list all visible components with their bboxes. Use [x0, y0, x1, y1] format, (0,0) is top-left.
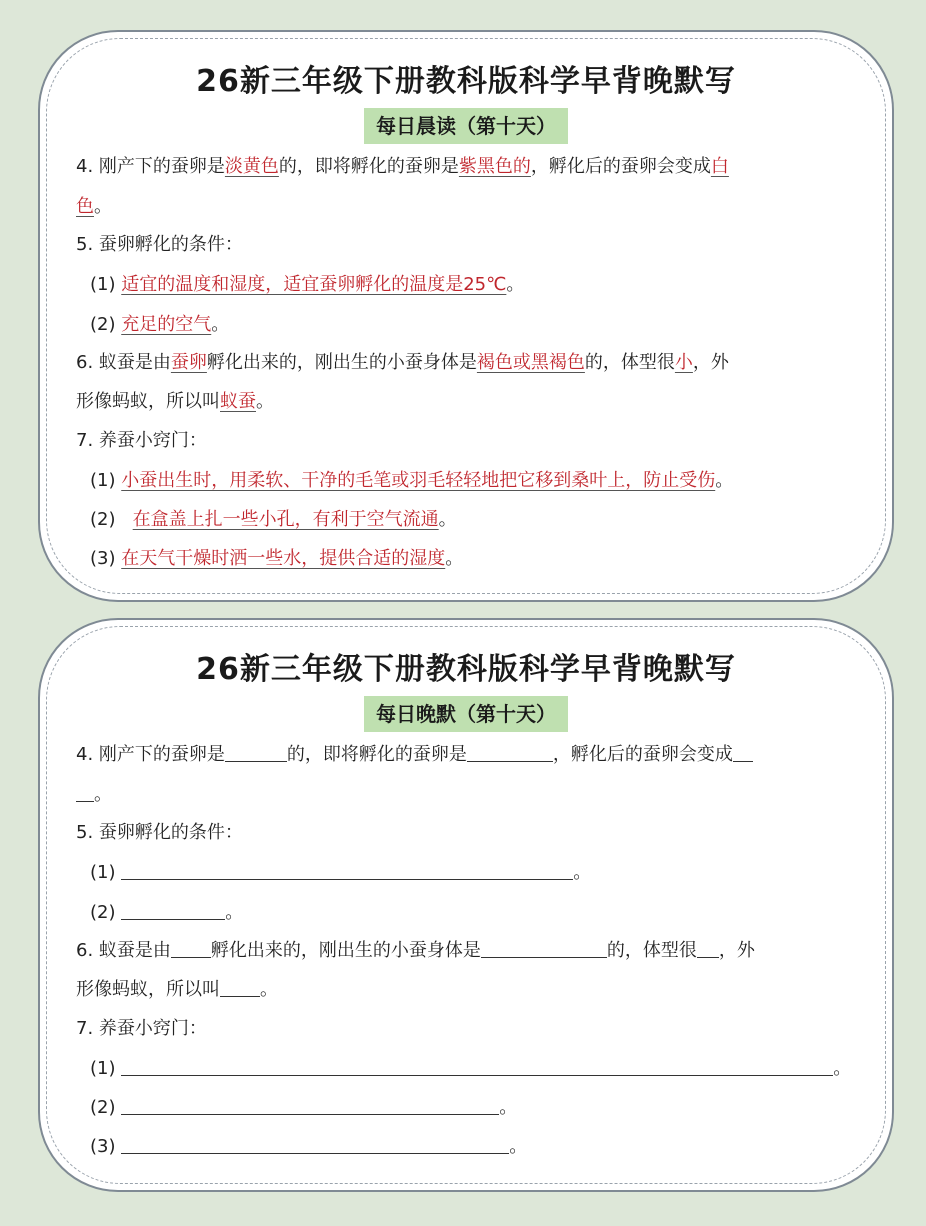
- question-4-cont: 色。: [76, 196, 112, 217]
- question-5-item-1: (1) 。: [90, 862, 592, 883]
- worksheet-title: 26新三年级下册教科版科学早背晚默写: [196, 652, 736, 687]
- question-5: 5. 蚕卵孵化的条件：: [76, 234, 243, 255]
- question-6-cont: 形像蚂蚁，所以叫 。: [76, 979, 278, 1000]
- section-badge: 每日晨读（第十天）: [364, 108, 568, 144]
- question-4-cont: 。: [76, 782, 872, 808]
- answer-blank[interactable]: [121, 1096, 499, 1115]
- question-4: 4. 刚产下的蚕卵是 的，即将孵化的蚕卵是 ，孵化后的蚕卵会变成: [76, 742, 872, 768]
- question-6-cont: 形像蚂蚁，所以叫蚁蚕。: [76, 391, 274, 412]
- morning-reading-card: [38, 30, 894, 602]
- question-7-item-3: (3) 。: [90, 1136, 528, 1157]
- worksheet-title: 26新三年级下册教科版科学早背晚默写: [196, 64, 736, 99]
- question-7: 7. 养蚕小窍门：: [76, 1018, 207, 1039]
- answer-blank[interactable]: [76, 783, 94, 802]
- answer-blank[interactable]: [121, 901, 225, 920]
- answer-blank[interactable]: [121, 1057, 833, 1076]
- question-7: 7. 养蚕小窍门：: [76, 430, 207, 451]
- question-5-item-2: (2) 。: [90, 902, 244, 923]
- question-7-item-2: (2) 。: [90, 1097, 518, 1118]
- answer-blank[interactable]: [220, 978, 260, 997]
- answer: 紫黑色的: [458, 156, 531, 177]
- question-7-item-1: (1) 小蚕出生时，用柔软、干净的毛笔或羽毛轻轻地把它移到桑叶上，防止受伤。: [90, 470, 734, 491]
- answer: 淡黄色: [224, 156, 279, 177]
- answer: 充足的空气: [121, 314, 212, 335]
- answer: 蚕卵: [170, 352, 207, 373]
- question-6: 6. 蚁蚕是由蚕卵孵化出来的，刚出生的小蚕身体是褐色或黑褐色的，体型很小，外: [76, 352, 729, 373]
- question-7-item-1: (1) 。: [90, 1058, 852, 1079]
- section-badge: 每日晚默（第十天）: [364, 696, 568, 732]
- question-5-item-2: (2) 充足的空气。: [90, 314, 230, 335]
- question-4: 4. 刚产下的蚕卵是淡黄色的，即将孵化的蚕卵是紫黑色的，孵化后的蚕卵会变成白: [76, 156, 729, 177]
- answer: 褐色或黑褐色: [476, 352, 585, 373]
- answer: 小蚕出生时，用柔软、干净的毛笔或羽毛轻轻地把它移到桑叶上，防止受伤: [121, 470, 716, 491]
- answer: 在天气干燥时洒一些水，提供合适的湿度: [121, 548, 446, 569]
- answer-blank[interactable]: [121, 861, 573, 880]
- answer-blank[interactable]: [121, 1135, 509, 1154]
- answer-blank[interactable]: [225, 743, 287, 762]
- answer: 白: [710, 156, 729, 177]
- question-7-item-2: (2) 在盒盖上扎一些小孔，有利于空气流通。: [90, 509, 457, 530]
- question-7-item-3: (3) 在天气干燥时洒一些水，提供合适的湿度。: [90, 548, 464, 569]
- answer: 色: [76, 196, 94, 217]
- answer: 适宜的温度和湿度，适宜蚕卵孵化的温度是25℃: [121, 274, 507, 295]
- answer: 蚁蚕: [220, 391, 256, 412]
- answer: 小: [674, 352, 693, 373]
- answer: 在盒盖上扎一些小孔，有利于空气流通: [132, 509, 439, 530]
- answer-blank[interactable]: [481, 939, 607, 958]
- answer-blank[interactable]: [171, 939, 211, 958]
- answer-blank[interactable]: [467, 743, 553, 762]
- question-6: 6. 蚁蚕是由 孵化出来的，刚出生的小蚕身体是 的，体型很 ，外: [76, 940, 755, 961]
- answer-blank[interactable]: [733, 743, 753, 762]
- evening-dictation-card: [38, 618, 894, 1192]
- answer-blank[interactable]: [697, 939, 719, 958]
- question-5-item-1: (1) 适宜的温度和湿度，适宜蚕卵孵化的温度是25℃。: [90, 274, 525, 295]
- question-5: 5. 蚕卵孵化的条件：: [76, 822, 243, 843]
